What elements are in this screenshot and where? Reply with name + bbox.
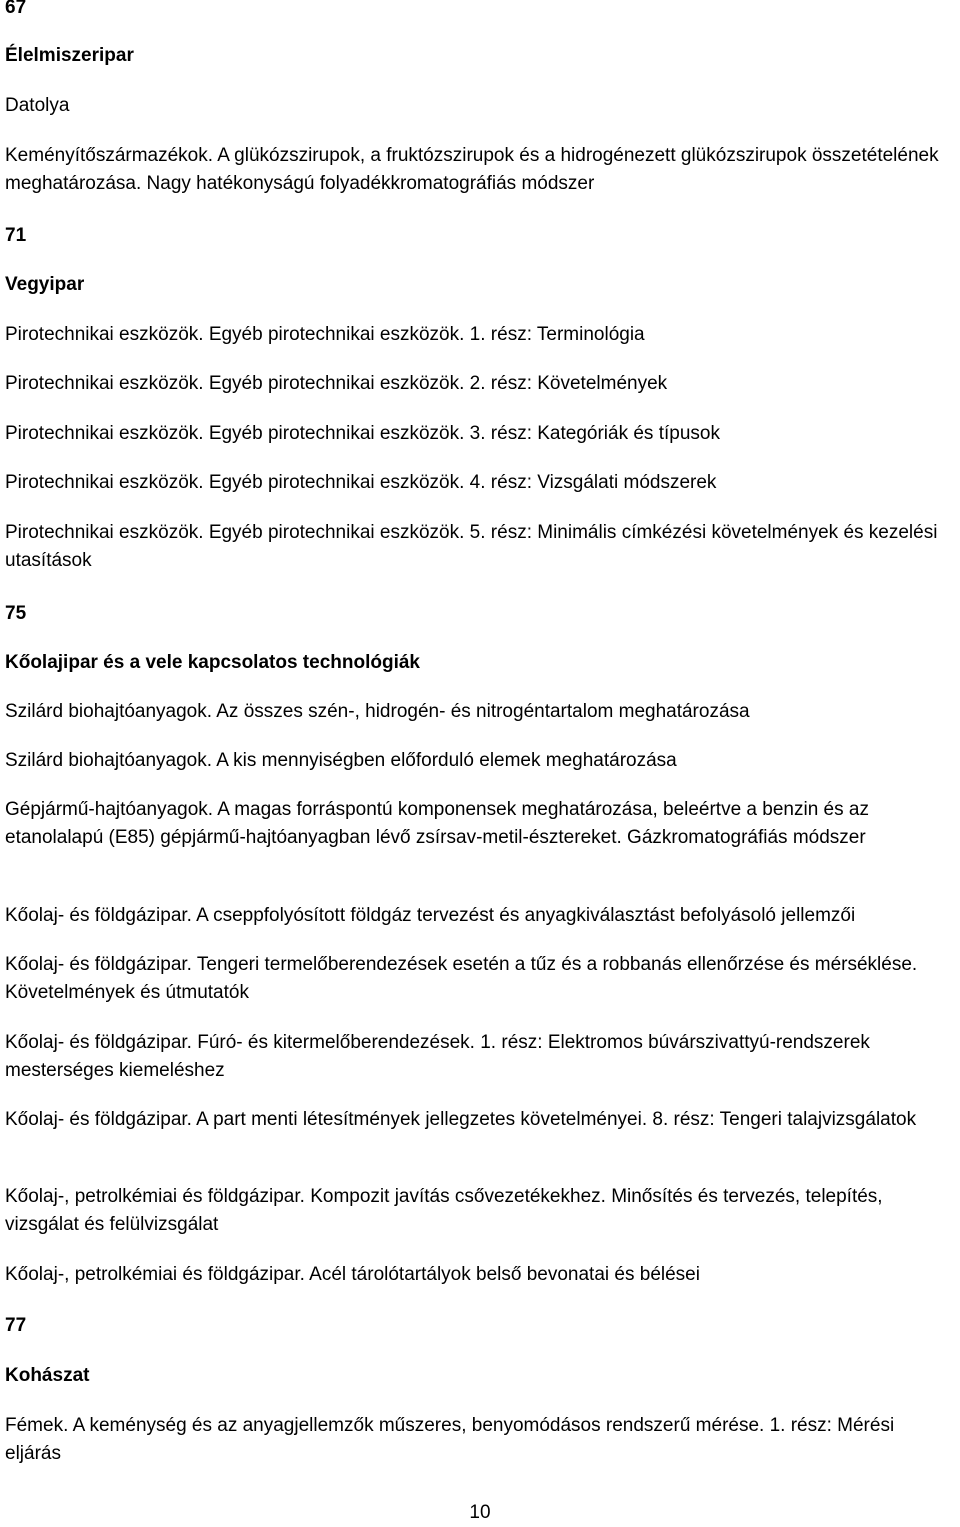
standard-entry: Pirotechnikai eszközök. Egyéb pirotechnikai eszközök. 3. rész: Kategóriák és típusok <box>5 423 720 444</box>
section-title: Élelmiszeripar <box>5 45 134 66</box>
standard-entry: Gépjármű-hajtóanyagok. A magas forráspontú komponensek meghatározása, beleértve a benzin és az etanolalapú (E85) gépjármű-hajtóanyagban lévő zsírsav-metil-észtereket. Gázkromatográfiás módszer <box>5 799 869 848</box>
section-title: Kohászat <box>5 1365 90 1386</box>
section-code: 77 <box>5 1315 27 1336</box>
section-code: 67 <box>5 0 27 18</box>
standard-entry: Pirotechnikai eszközök. Egyéb pirotechnikai eszközök. 2. rész: Követelmények <box>5 373 668 394</box>
standard-entry: Keményítőszármazékok. A glükózszirupok, a fruktózszirupok és a hidrogénezett glükózszirupok összetételének meghatározása. Nagy hatékonyságú folyadékkromatográfiás módszer <box>5 145 939 194</box>
standard-entry: Kőolaj- és földgázipar. A part menti létesítmények jellegzetes követelményei. 8. rész: Tengeri talajvizsgálatok <box>5 1109 917 1130</box>
section-title: Vegyipar <box>5 274 85 295</box>
standard-entry: Szilárd biohajtóanyagok. Az összes szén-, hidrogén- és nitrogéntartalom meghatározása <box>5 701 750 722</box>
section-title: Kőolajipar és a vele kapcsolatos technológiák <box>5 652 420 673</box>
standard-entry: Fémek. A keménység és az anyagjellemzők műszeres, benyomódásos rendszerű mérése. 1. rész: Mérési eljárás <box>5 1415 895 1464</box>
standard-entry: Pirotechnikai eszközök. Egyéb pirotechnikai eszközök. 5. rész: Minimális címkézési követelmények és kezelési utasítások <box>5 522 938 571</box>
standard-entry: Kőolaj-, petrolkémiai és földgázipar. Acél tárolótartályok belső bevonatai és bélései <box>5 1264 700 1285</box>
standard-entry: Pirotechnikai eszközök. Egyéb pirotechnikai eszközök. 4. rész: Vizsgálati módszerek <box>5 472 717 493</box>
section-code: 75 <box>5 603 27 624</box>
standard-entry: Kőolaj-, petrolkémiai és földgázipar. Kompozit javítás csővezetékekhez. Minősítés és tervezés, telepítés, vizsgálat és felülvizsgálat <box>5 1186 883 1235</box>
page-number: 10 <box>469 1502 491 1523</box>
standard-entry: Kőolaj- és földgázipar. Tengeri termelőberendezések esetén a tűz és a robbanás ellenőrzése és mérséklése. Követelmények és útmutatók <box>5 954 918 1003</box>
standard-entry: Pirotechnikai eszközök. Egyéb pirotechnikai eszközök. 1. rész: Terminológia <box>5 324 645 345</box>
standard-entry: Szilárd biohajtóanyagok. A kis mennyiségben előforduló elemek meghatározása <box>5 750 677 771</box>
standard-entry: Kőolaj- és földgázipar. Fúró- és kitermelőberendezések. 1. rész: Elektromos búvárszivattyú-rendszerek mesterséges kiemeléshez <box>5 1032 870 1081</box>
section-code: 71 <box>5 225 27 246</box>
standard-entry: Kőolaj- és földgázipar. A cseppfolyósított földgáz tervezést és anyagkiválasztást befolyásoló jellemzői <box>5 905 856 926</box>
standard-entry: Datolya <box>5 95 70 116</box>
